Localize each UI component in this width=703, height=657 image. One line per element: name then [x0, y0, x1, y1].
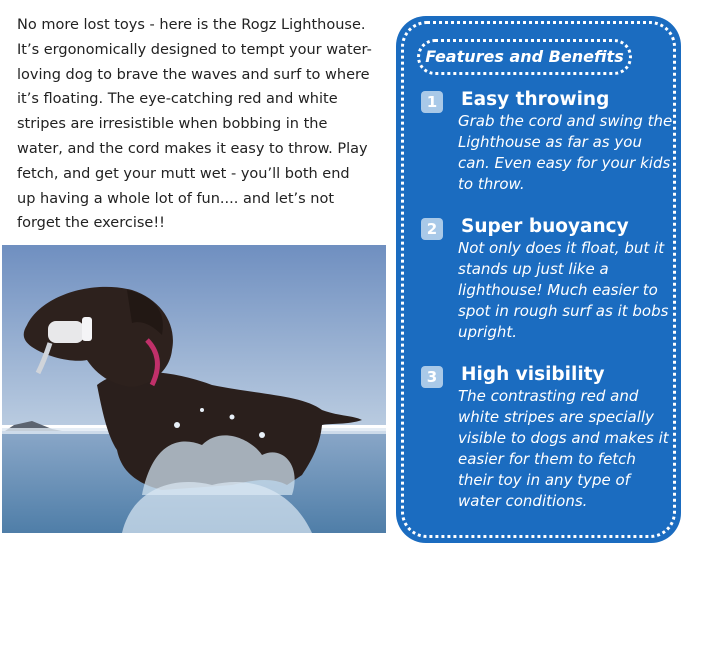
feature-number-badge: 2 [421, 218, 443, 240]
feature-number-badge: 3 [421, 366, 443, 388]
feature-description: Grab the cord and swing the Lighthouse as far as you can. Even easy for your kids to throw. [458, 112, 673, 193]
feature-title: Easy throwing [461, 89, 610, 110]
feature-title: High visibility [461, 364, 605, 385]
feature-description: The contrasting red and white stripes are specially visible to dogs and makes it easier for them to fetch their toy in any type of water conditions. [458, 387, 669, 510]
feature-number-badge: 1 [421, 91, 443, 113]
dog-photo [2, 245, 386, 533]
intro-paragraph: No more lost toys - here is the Rogz Lighthouse. It’s ergonomically designed to tempt your water-loving dog to brave the waves and surf to where it’s floating. The eye-catching red and white stripes are irresistible when bobbing in the water, and the cord makes it easy to throw. Play fetch, and get your mutt wet - you’ll both end up having a whole lot of fun.... and let’s not forget the exercise!! [17, 17, 372, 232]
feature-description: Not only does it float, but it stands up just like a lighthouse! Much easier to spot in rough surf as it bobs upright. [458, 239, 669, 341]
features-title: Features and Benefits [417, 39, 632, 75]
features-panel [396, 16, 681, 543]
feature-title: Super buoyancy [461, 216, 629, 237]
